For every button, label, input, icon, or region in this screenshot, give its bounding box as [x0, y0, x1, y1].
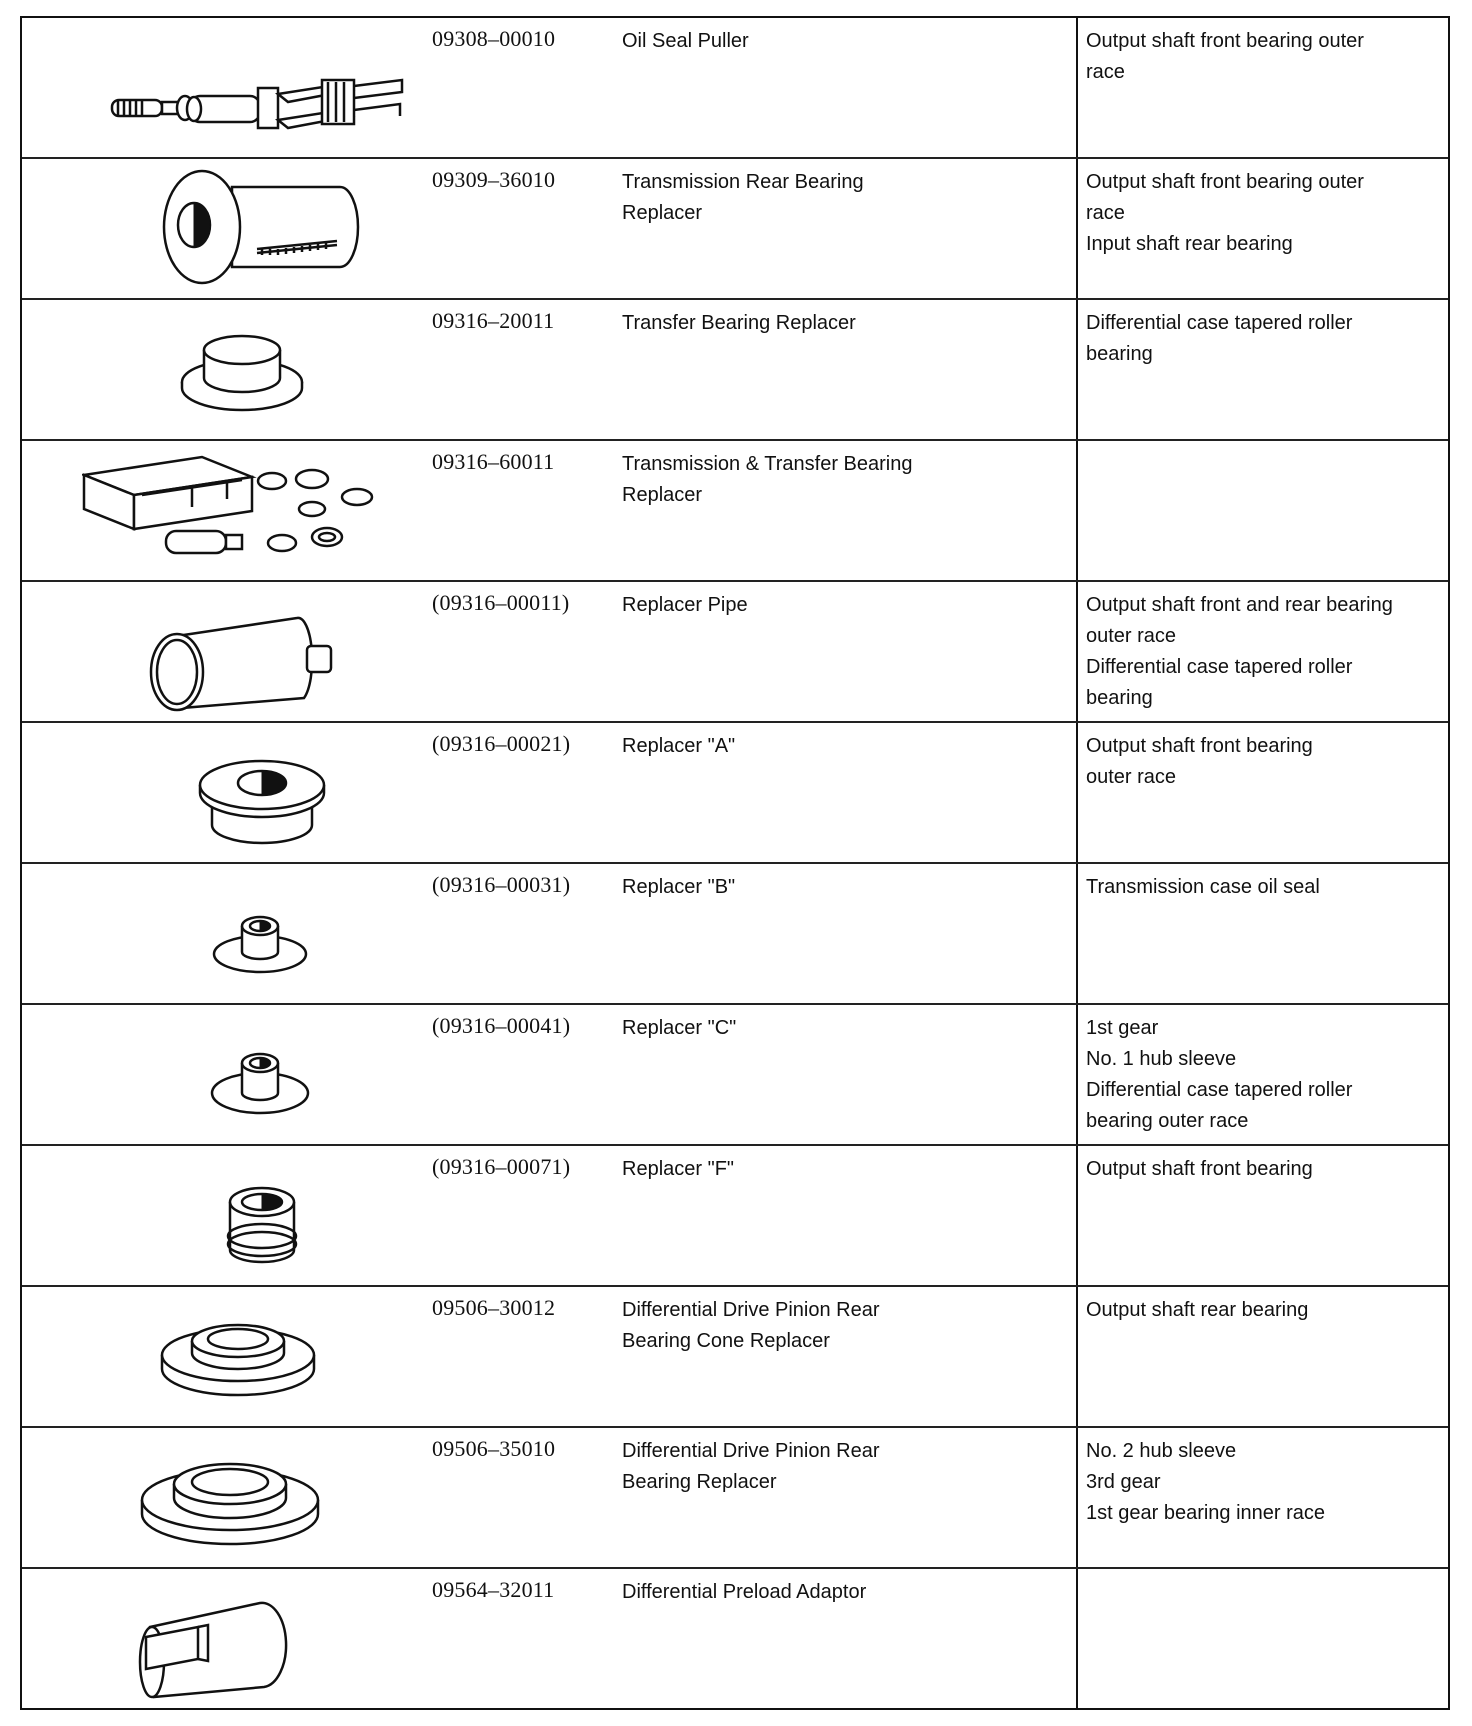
tool-code: (09316–00071) [432, 1154, 571, 1179]
table-row [22, 1146, 1448, 1287]
tool-use: Output shaft front bearing [1086, 1158, 1313, 1180]
tool-code: (09316–00041) [432, 1013, 571, 1038]
tool-name: Replacer Pipe [622, 594, 748, 616]
replacer-f-icon [82, 1152, 412, 1280]
tool-code: 09308–00010 [432, 26, 556, 51]
special-tools-table [20, 16, 1450, 1710]
tool-name: Transmission & Transfer Bearing Replacer [622, 453, 913, 506]
replacer-pipe-icon [82, 588, 412, 716]
tool-use: Output shaft rear bearing [1086, 1299, 1309, 1321]
table-row [22, 300, 1448, 441]
tool-name: Replacer "A" [622, 735, 736, 757]
tool-code: 09506–30012 [432, 1295, 556, 1320]
pinion-cone-replacer-icon [82, 1293, 412, 1421]
tool-code: 09506–35010 [432, 1436, 556, 1461]
table-row [22, 1005, 1448, 1146]
tool-name: Differential Drive Pinion Rear Bearing Cone Replacer [622, 1299, 880, 1352]
table-row [22, 159, 1448, 300]
rear-bearing-replacer-icon [82, 165, 412, 293]
tool-name: Replacer "F" [622, 1158, 735, 1180]
table-row [22, 582, 1448, 723]
table-row [22, 1428, 1448, 1569]
tool-code: 09309–36010 [432, 167, 556, 192]
table-row [22, 441, 1448, 582]
tool-name: Replacer "C" [622, 1017, 737, 1039]
tool-use: Differential case tapered roller bearing [1086, 312, 1353, 365]
replacer-kit-icon [82, 447, 412, 575]
tool-use: Output shaft front bearing outer race Input shaft rear bearing [1086, 171, 1364, 255]
replacer-a-icon [82, 729, 412, 857]
table-row [22, 18, 1448, 159]
tool-code: 09564–32011 [432, 1577, 555, 1602]
tool-use: Output shaft front and rear bearing outer race Differential case tapered roller bearing [1086, 594, 1393, 709]
table-row [22, 864, 1448, 1005]
tool-use: 1st gear No. 1 hub sleeve Differential case tapered roller bearing outer race [1086, 1017, 1353, 1132]
tool-name: Replacer "B" [622, 876, 736, 898]
replacer-c-icon [82, 1011, 412, 1139]
tool-use: Output shaft front bearing outer race [1086, 30, 1364, 83]
tool-code: (09316–00011) [432, 590, 570, 615]
tool-code: (09316–00031) [432, 872, 571, 897]
table-row [22, 1287, 1448, 1428]
tool-use: Transmission case oil seal [1086, 876, 1320, 898]
pinion-bearing-replacer-icon [82, 1434, 412, 1562]
tool-name: Transmission Rear Bearing Replacer [622, 171, 864, 224]
tool-code: 09316–20011 [432, 308, 555, 333]
tool-code: 09316–60011 [432, 449, 555, 474]
tool-name: Transfer Bearing Replacer [622, 312, 856, 334]
tool-use: Output shaft front bearing outer race [1086, 735, 1313, 788]
tool-code: (09316–00021) [432, 731, 571, 756]
table-row [22, 1569, 1448, 1710]
tool-name: Oil Seal Puller [622, 30, 749, 52]
tool-name: Differential Drive Pinion Rear Bearing Replacer [622, 1440, 880, 1493]
tool-use: No. 2 hub sleeve 3rd gear 1st gear bearing inner race [1086, 1440, 1326, 1524]
preload-adaptor-icon [82, 1575, 412, 1703]
oil-seal-puller-icon [82, 24, 412, 152]
transfer-bearing-replacer-icon [82, 306, 412, 434]
replacer-b-icon [82, 870, 412, 998]
tool-name: Differential Preload Adaptor [622, 1581, 867, 1603]
table-row [22, 723, 1448, 864]
